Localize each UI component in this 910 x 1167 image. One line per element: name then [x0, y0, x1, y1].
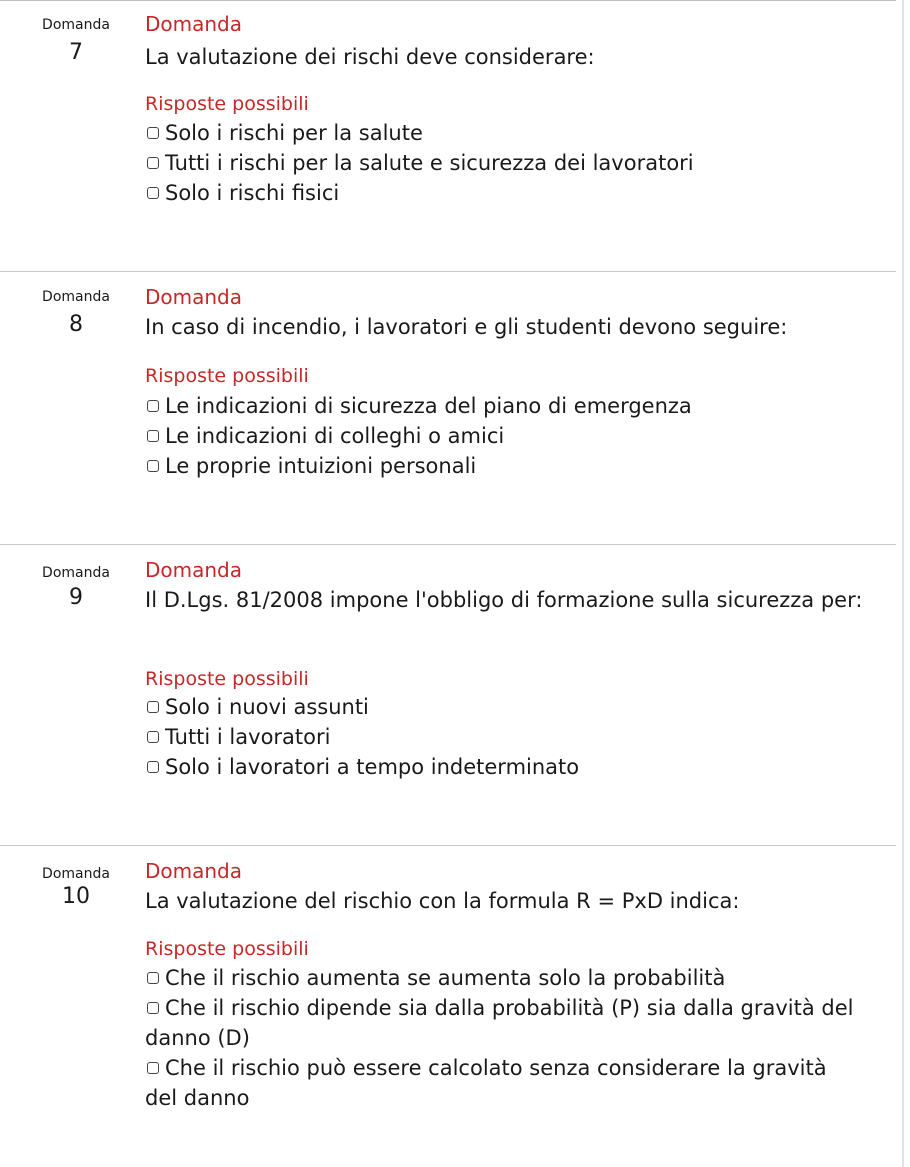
question-text: Il D.Lgs. 81/2008 impone l'obbligo di formazione sulla sicurezza per:	[145, 588, 863, 612]
question-heading: Domanda	[145, 285, 243, 309]
answer-text: Tutti i lavoratori	[165, 725, 331, 749]
answer-option[interactable]	[145, 178, 865, 208]
answer-list	[145, 963, 865, 1113]
checkbox-icon[interactable]	[147, 460, 159, 472]
answer-text: Le indicazioni di colleghi o amici	[165, 424, 505, 448]
answer-text: Che il rischio aumenta se aumenta solo la probabilità	[165, 966, 726, 990]
answer-text: Solo i rischi per la salute	[165, 121, 423, 145]
scrollbar[interactable]	[902, 0, 904, 1167]
answer-text: Le indicazioni di sicurezza del piano di emergenza	[165, 394, 692, 418]
top-divider	[0, 0, 896, 1]
answer-text: Solo i lavoratori a tempo indeterminato	[165, 755, 580, 779]
answer-option[interactable]	[145, 993, 865, 1053]
question-number-label: Domanda	[42, 866, 110, 882]
question-number-label: Domanda	[42, 565, 110, 581]
question-divider	[0, 845, 896, 846]
checkbox-icon[interactable]	[147, 1062, 159, 1074]
answer-text: Tutti i rischi per la salute e sicurezza dei lavoratori	[165, 151, 694, 175]
question-text: La valutazione del rischio con la formula R = PxD indica:	[145, 889, 740, 913]
question-heading: Domanda	[145, 558, 243, 582]
answer-option[interactable]	[145, 722, 865, 752]
answer-text: Solo i nuovi assunti	[165, 695, 369, 719]
answer-option[interactable]	[145, 148, 865, 178]
question-number-label: Domanda	[42, 289, 110, 305]
question-number: 8	[69, 312, 83, 337]
answer-option[interactable]	[145, 1053, 865, 1113]
answer-option[interactable]	[145, 118, 865, 148]
answer-option[interactable]	[145, 391, 865, 421]
answer-option[interactable]	[145, 692, 865, 722]
answer-option[interactable]	[145, 752, 865, 782]
answer-text: Solo i rischi fisici	[165, 181, 340, 205]
answer-text: Che il rischio dipende sia dalla probabilità (P) sia dalla gravità del danno (D)	[145, 996, 854, 1050]
checkbox-icon[interactable]	[147, 731, 159, 743]
answer-list	[145, 692, 865, 782]
answer-option[interactable]	[145, 451, 865, 481]
checkbox-icon[interactable]	[147, 972, 159, 984]
answer-option[interactable]	[145, 963, 865, 993]
question-number-label: Domanda	[42, 17, 110, 33]
answers-heading: Risposte possibili	[145, 93, 309, 115]
answer-list	[145, 118, 865, 208]
answers-heading: Risposte possibili	[145, 668, 309, 690]
answer-text: Le proprie intuizioni personali	[165, 454, 477, 478]
checkbox-icon[interactable]	[147, 127, 159, 139]
answers-heading: Risposte possibili	[145, 938, 309, 960]
question-divider	[0, 544, 896, 545]
question-number: 10	[62, 884, 90, 909]
checkbox-icon[interactable]	[147, 157, 159, 169]
question-text: La valutazione dei rischi deve considerare:	[145, 45, 595, 69]
answers-heading: Risposte possibili	[145, 365, 309, 387]
checkbox-icon[interactable]	[147, 430, 159, 442]
question-heading: Domanda	[145, 859, 243, 883]
checkbox-icon[interactable]	[147, 761, 159, 773]
checkbox-icon[interactable]	[147, 701, 159, 713]
question-divider	[0, 271, 896, 272]
checkbox-icon[interactable]	[147, 1002, 159, 1014]
checkbox-icon[interactable]	[147, 400, 159, 412]
answer-list	[145, 391, 865, 481]
question-heading: Domanda	[145, 12, 243, 36]
checkbox-icon[interactable]	[147, 187, 159, 199]
question-text: In caso di incendio, i lavoratori e gli studenti devono seguire:	[145, 315, 788, 339]
question-number: 9	[69, 585, 83, 610]
answer-option[interactable]	[145, 421, 865, 451]
question-number: 7	[69, 40, 83, 65]
answer-text: Che il rischio può essere calcolato senza considerare la gravità del danno	[145, 1056, 827, 1110]
